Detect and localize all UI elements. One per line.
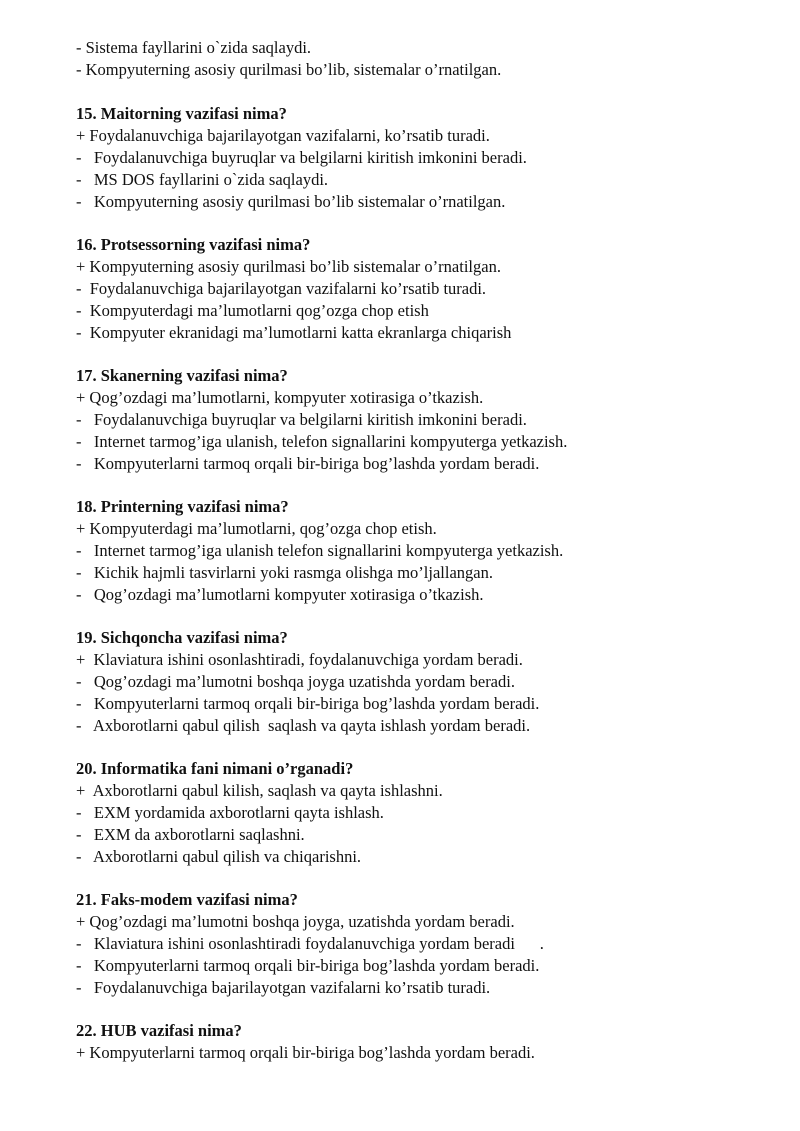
answer-line: + Axborotlarni qabul kilish, saqlash va qayta ishlashni. [76,781,443,800]
answer-line: + Qog’ozdagi ma’lumotlarni, kompyuter xotirasiga o’tkazish. [76,388,484,407]
answer-line: - Foydalanuvchiga bajarilayotgan vazifalarni ko’rsatib turadi. [76,279,487,298]
answer-line: - Foydalanuvchiga buyruqlar va belgilarni kiritish imkonini beradi. [76,148,527,167]
answer-line: - Klaviatura ishini osonlashtiradi foydalanuvchiga yordam beradi . [76,934,544,953]
intro-line: - Kompyuterning asosiy qurilmasi bo’lib, sistemalar o’rnatilgan. [76,60,502,79]
answer-line: - Internet tarmog’iga ulanish, telefon signallarini kompyuterga yetkazish. [76,432,568,451]
question-title: 21. Faks-modem vazifasi nima? [76,890,298,909]
answer-line: - EXM yordamida axborotlarni qayta ishlash. [76,803,384,822]
question-title: 19. Sichqoncha vazifasi nima? [76,628,288,647]
answer-line: - Qog’ozdagi ma’lumotlarni kompyuter xotirasiga o’tkazish. [76,585,484,604]
answer-line: - Kompyuter ekranidagi ma’lumotlarni katta ekranlarga chiqarish [76,323,512,342]
answer-line: + Kompyuterlarni tarmoq orqali bir-biriga bog’lashda yordam beradi. [76,1043,535,1062]
question-title: 17. Skanerning vazifasi nima? [76,366,288,385]
answer-line: + Klaviatura ishini osonlashtiradi, foydalanuvchiga yordam beradi. [76,650,523,669]
intro-line: - Sistema fayllarini o`zida saqlaydi. [76,38,312,57]
answer-line: + Kompyuterdagi ma’lumotlarni, qog’ozga chop etish. [76,519,437,538]
answer-line: + Kompyuterning asosiy qurilmasi bo’lib sistemalar o’rnatilgan. [76,257,501,276]
answer-line: - Axborotlarni qabul qilish va chiqarishni. [76,847,362,866]
answer-line: - Qog’ozdagi ma’lumotni boshqa joyga uzatishda yordam beradi. [76,672,515,691]
answer-line: - Foydalanuvchiga buyruqlar va belgilarni kiritish imkonini beradi. [76,410,527,429]
answer-line: - Kompyuterning asosiy qurilmasi bo’lib sistemalar o’rnatilgan. [76,192,506,211]
answer-line: - Kichik hajmli tasvirlarni yoki rasmga olishga mo’ljallangan. [76,563,493,582]
answer-line: - Internet tarmog’iga ulanish telefon signallarini kompyuterga yetkazish. [76,541,564,560]
question-title: 18. Printerning vazifasi nima? [76,497,289,516]
answer-line: - Axborotlarni qabul qilish saqlash va qayta ishlash yordam beradi. [76,716,531,735]
answer-line: - Kompyuterlarni tarmoq orqali bir-biriga bog’lashda yordam beradi. [76,956,540,975]
answer-line: + Foydalanuvchiga bajarilayotgan vazifalarni, ko’rsatib turadi. [76,126,490,145]
answer-line: - MS DOS fayllarini o`zida saqlaydi. [76,170,329,189]
answer-line: - EXM da axborotlarni saqlashni. [76,825,305,844]
answer-line: - Kompyuterlarni tarmoq orqali bir-biriga bog’lashda yordam beradi. [76,694,540,713]
answer-line: - Kompyuterdagi ma’lumotlarni qog’ozga chop etish [76,301,429,320]
question-title: 22. HUB vazifasi nima? [76,1021,242,1040]
question-title: 20. Informatika fani nimani o’rganadi? [76,759,354,778]
question-title: 15. Maitorning vazifasi nima? [76,104,287,123]
answer-line: + Qog’ozdagi ma’lumotni boshqa joyga, uzatishda yordam beradi. [76,912,515,931]
answer-line: - Foydalanuvchiga bajarilayotgan vazifalarni ko’rsatib turadi. [76,978,491,997]
answer-line: - Kompyuterlarni tarmoq orqali bir-biriga bog’lashda yordam beradi. [76,454,540,473]
question-title: 16. Protsessorning vazifasi nima? [76,235,311,254]
